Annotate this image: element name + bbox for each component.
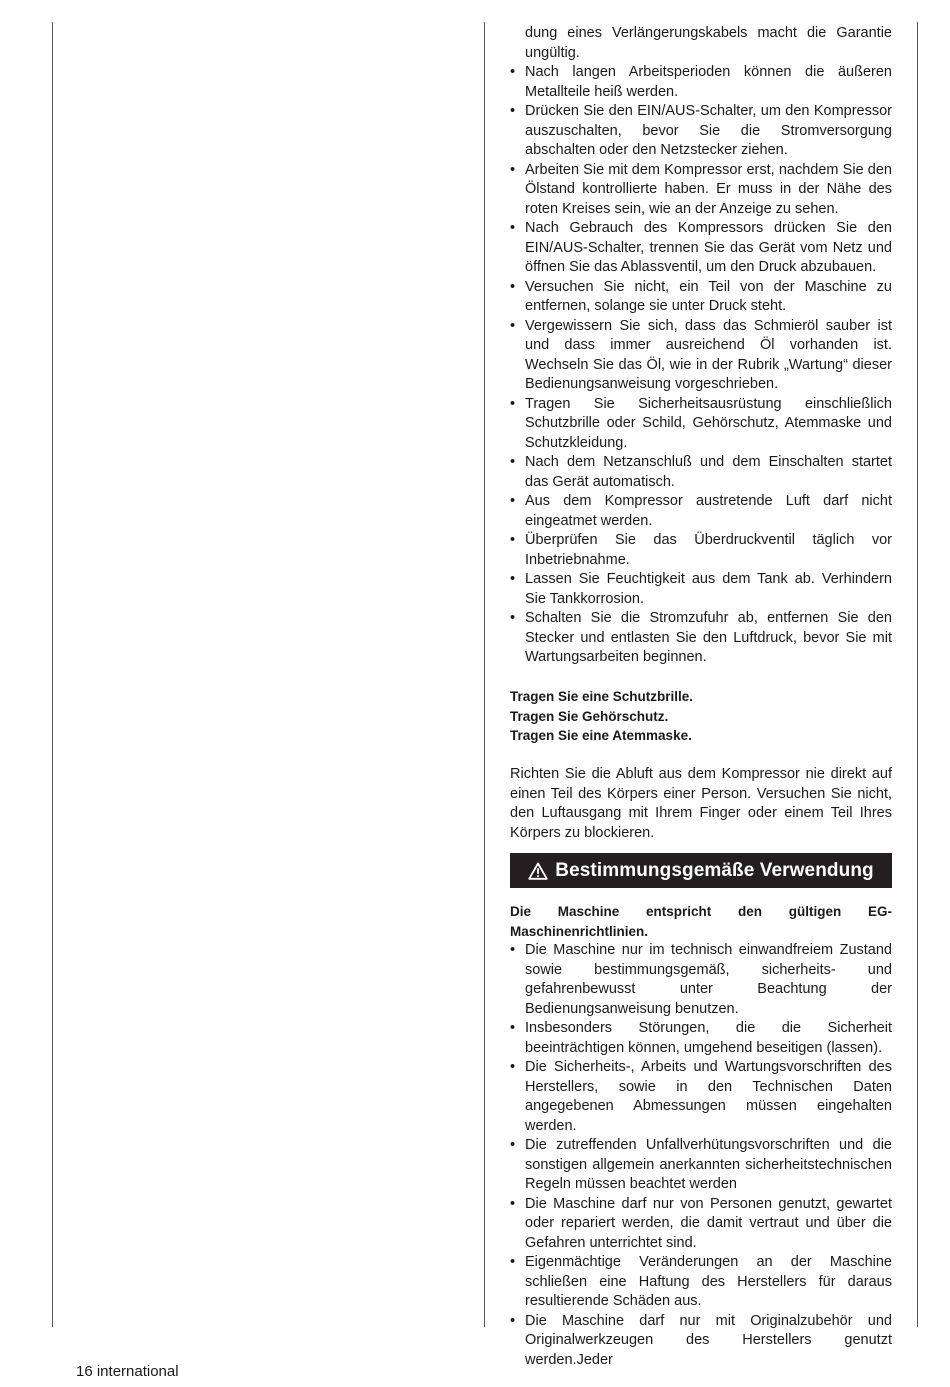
safety-bullet-list	[510, 24, 892, 668]
safety-bullet: • Überprüfen Sie das Überdruckventil täglich vor Inbetriebnahme.	[510, 531, 892, 570]
usage-bullet: • Insbesonders Störungen, die die Sicherheit beeinträchtigen können, umgehend beseitigen (lassen).	[510, 1019, 892, 1058]
usage-bullet: • Die zutreffenden Unfallverhütungsvorschriften und die sonstigen allgemein anerkannten sicherheitstechnischen Regeln müssen beachtet werden	[510, 1136, 892, 1195]
usage-bullet: • Die Sicherheits-, Arbeits und Wartungsvorschriften des Herstellers, sowie in den Technischen Daten angegebenen Abmessungen müssen eingehalten werden.	[510, 1058, 892, 1136]
safety-bullet: • Versuchen Sie nicht, ein Teil von der Maschine zu entfernen, solange sie unter Druck steht.	[510, 278, 892, 317]
usage-bullet: • Eigenmächtige Veränderungen an der Maschine schließen eine Haftung des Herstellers für daraus resultierende Schäden aus.	[510, 1253, 892, 1312]
section-heading-bar	[510, 853, 892, 888]
safety-bullet: • Aus dem Kompressor austretende Luft darf nicht eingeatmet werden.	[510, 492, 892, 531]
safety-bullet: • Lassen Sie Feuchtigkeit aus dem Tank ab. Verhindern Sie Tankkorrosion.	[510, 570, 892, 609]
column-divider-rule	[484, 22, 485, 1327]
usage-bullet-list	[510, 941, 892, 1370]
exhaust-paragraph: Richten Sie die Abluft aus dem Kompressor nie direkt auf einen Teil des Körpers einer Person. Versuchen Sie nicht, den Luftausgang mit Ihrem Finger oder einem Teil Ihres Körpers zu blockieren.	[510, 766, 892, 841]
safety-bullet: • Nach dem Netzanschluß und dem Einschalten startet das Gerät automatisch.	[510, 453, 892, 492]
safety-bullet: • Drücken Sie den EIN/AUS-Schalter, um den Kompressor auszuschalten, bevor Sie die Stromversorgung abschalten oder den Netzstecker ziehen.	[510, 102, 892, 161]
warning-triangle-icon	[528, 862, 548, 880]
safety-bullet: • Tragen Sie Sicherheitsausrüstung einschließlich Schutzbrille oder Schild, Gehörschutz, Atemmaske und Schutzkleidung.	[510, 395, 892, 454]
safety-bullet: • Vergewissern Sie sich, dass das Schmieröl sauber ist und dass immer ausreichend Öl vorhanden ist. Wechseln Sie das Öl, wie in der Rubrik „Wartung“ dieser Bedienungsanweisung vorgeschrieben.	[510, 317, 892, 395]
right-text-column	[510, 24, 892, 1370]
usage-bullet: • Die Maschine darf nur mit Originalzubehör und Originalwerkzeugen des Herstellers genutzt werden.Jeder	[510, 1312, 892, 1371]
section-lead: Die Maschine entspricht den gültigen EG-Maschinenrichtlinien.	[510, 904, 892, 939]
section-title: Bestimmungsgemäße Verwendung	[555, 859, 874, 881]
ppe-line-mask: Tragen Sie eine Atemmaske.	[510, 728, 692, 743]
ppe-line-goggles: Tragen Sie eine Schutzbrille.	[510, 689, 694, 704]
safety-bullet: • Arbeiten Sie mit dem Kompressor erst, nachdem Sie den Ölstand kontrollierte haben. Er muss in der Nähe des roten Kreises sein, wie an der Anzeige zu sehen.	[510, 161, 892, 220]
safety-bullet: • Schalten Sie die Stromzufuhr ab, entfernen Sie den Stecker und entlasten Sie den Luftdruck, bevor Sie mit Wartungsarbeiten beginnen.	[510, 609, 892, 668]
page-footer: 16 international	[76, 1363, 179, 1380]
safety-bullet: • Nach langen Arbeitsperioden können die äußeren Metallteile heiß werden.	[510, 63, 892, 102]
right-margin-rule	[917, 22, 918, 1327]
ppe-line-hearing: Tragen Sie Gehörschutz.	[510, 708, 669, 724]
spacer	[510, 746, 892, 766]
usage-bullet: • Die Maschine nur im technisch einwandfreiem Zustand sowie bestimmungsgemäß, sicherheits- und gefahrenbewusst unter Beachtung der Bedienungsanweisung benutzen.	[510, 941, 892, 1019]
spacer	[510, 668, 892, 688]
left-margin-rule	[52, 22, 53, 1327]
safety-bullet: • Nach Gebrauch des Kompressors drücken Sie den EIN/AUS-Schalter, trennen Sie das Gerät vom Netz und öffnen Sie das Ablassventil, um den Druck abzubauen.	[510, 219, 892, 278]
continuation-text: dung eines Verlängerungskabels macht die Garantie ungültig.	[525, 25, 892, 61]
usage-bullet: • Die Maschine darf nur von Personen genutzt, gewartet oder repariert werden, die damit vertraut und über die Gefahren unterrichtet sind.	[510, 1195, 892, 1254]
